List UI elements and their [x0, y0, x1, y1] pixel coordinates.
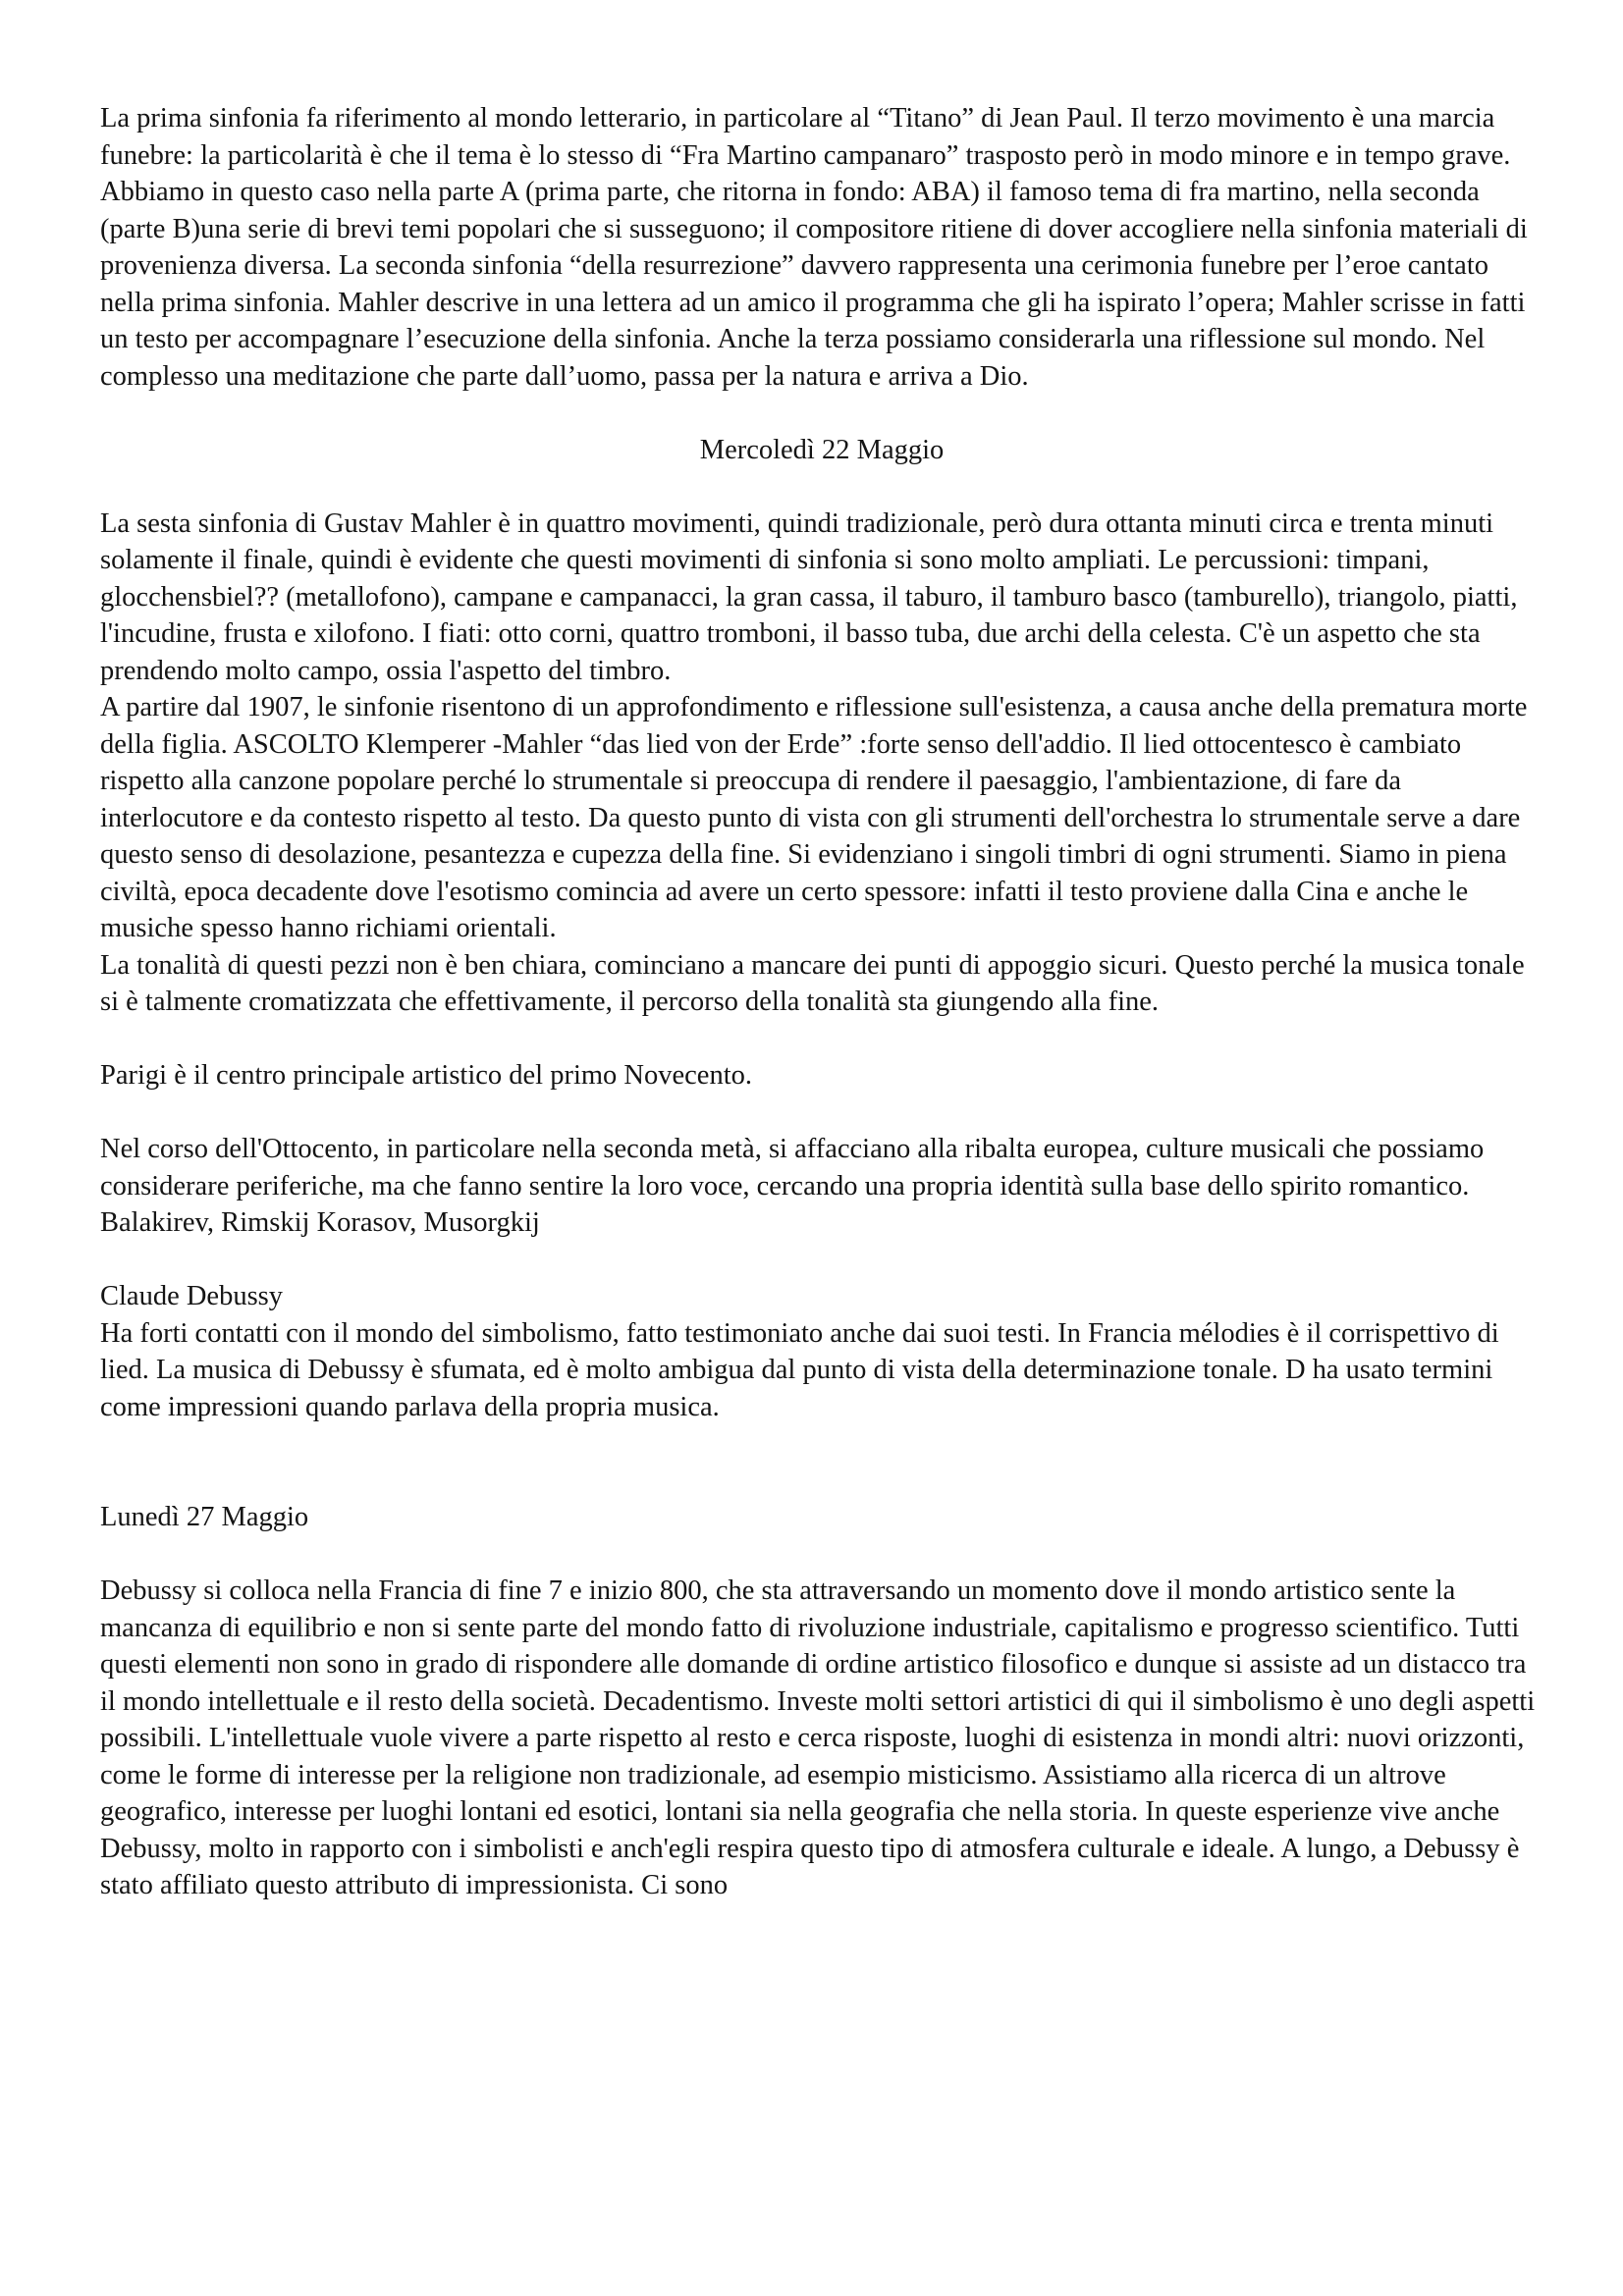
date-heading-monday-27-may: Lunedì 27 Maggio [100, 1502, 309, 1532]
paragraph-debussy-symbolism: Ha forti contatti con il mondo del simbolismo, fatto testimoniato anche dai suoi testi. In Francia mélodies è il corrispettivo di lied. La musica di Debussy è sfumata, ed è molto ambigua dal punto di vista della determinazione tonale. D ha usato termini come impressioni quando parlava della propria musica. [100, 1317, 1499, 1422]
paragraph-peripheral-cultures: Nel corso dell'Ottocento, in particolare nella seconda metà, si affacciano alla ribalta europea, culture musicali che possiamo considerare periferiche, ma che fanno sentire la loro voce, cercando una propria identità sulla base dello spirito romantico. Balakirev, Rimskij Korasov, Musorgkij [100, 1134, 1485, 1238]
paragraph-mahler-first-symphony: La prima sinfonia fa riferimento al mondo letterario, in particolare al “Titano” di Jean Paul. Il terzo movimento è una marcia funebre: la particolarità è che il tema è lo stesso di “Fra Martino campanaro” trasposto però in modo minore e in tempo grave. Abbiamo in questo caso nella parte A (prima parte, che ritorna in fondo: ABA) il famoso tema di fra martino, nella seconda (parte B)una serie di brevi temi popolari che si susseguono; il compositore ritiene di dover accogliere nella sinfonia materiali di provenienza diversa. La seconda sinfonia “della resurrezione” davvero rappresenta una cerimonia funebre per l’eroe cantato nella prima sinfonia. Mahler descrive in una lettera ad un amico il programma che gli ha ispirato l’opera; Mahler scrisse in fatti un testo per accompagnare l’esecuzione della sinfonia. Anche la terza possiamo considerarla una riflessione sul mondo. Nel complesso una meditazione che parte dall’uomo, passa per la natura e arriva a Dio. [100, 103, 1528, 392]
document-page [100, 100, 1543, 1904]
paragraph-tonality: La tonalità di questi pezzi non è ben chiara, cominciano a mancare dei punti di appoggio sicuri. Questo perché la musica tonale si è talmente cromatizzata che effettivamente, il percorso della tonalità sta giungendo alla fine. [100, 949, 1525, 1017]
date-heading-wednesday-22-may: Mercoledì 22 Maggio [699, 434, 945, 465]
paragraph-debussy-france: Debussy si colloca nella Francia di fine 7 e inizio 800, che sta attraversando un momento dove il mondo artistico sente la mancanza di equilibrio e non si sente parte del mondo fatto di rivoluzione industriale, capitalismo e progresso scientifico. Tutti questi elementi non sono in grado di rispondere alle domande di ordine artistico filosofico e dunque si assiste ad un distacco tra il mondo intellettuale e il resto della società. Decadentismo. Investe molti settori artistici di qui il simbolismo è uno degli aspetti possibili. L'intellettuale vuole vivere a parte rispetto al resto e cerca risposte, luoghi di esistenza in mondi altri: nuovi orizzonti, come le forme di interesse per la religione non tradizionale, ad esempio misticismo. Assistiamo alla ricerca di un altrove geografico, interesse per luoghi lontani ed esotici, lontani sia nella geografia che nella storia. In queste esperienze vive anche Debussy, molto in rapporto con i simbolisti e anch'egli respira questo tipo di atmosfera culturale e ideale. A lungo, a Debussy è stato affiliato questo attributo di impressionista. Ci sono [100, 1575, 1536, 1900]
paragraph-sixth-symphony: La sesta sinfonia di Gustav Mahler è in quattro movimenti, quindi tradizionale, però dura ottanta minuti circa e trenta minuti solamente il finale, quindi è evidente che questi movimenti di sinfonia si sono molto ampliati. Le percussioni: timpani, glocchensbiel?? (metallofono), campane e campanacci, la gran cassa, il taburo, il tamburo basco (tamburello), triangolo, piatti, l'incudine, frusta e xilofono. I fiati: otto corni, quattro tromboni, il basso tuba, due archi della celesta. C'è un aspetto che sta prendendo molto campo, ossia l'aspetto del timbro. [100, 507, 1518, 686]
section-heading-claude-debussy: Claude Debussy [100, 1281, 284, 1311]
paragraph-paris: Parigi è il centro principale artistico del primo Novecento. [100, 1060, 752, 1091]
paragraph-1907-symphonies: A partire dal 1907, le sinfonie risentono di un approfondimento e riflessione sull'esistenza, a causa anche della prematura morte della figlia. ASCOLTO Klemperer -Mahler “das lied von der Erde” :forte senso dell'addio. Il lied ottocentesco è cambiato rispetto alla canzone popolare perché lo strumentale si preoccupa di rendere il paesaggio, l'ambientazione, di fare da interlocutore e da contesto rispetto al testo. Da questo punto di vista con gli strumenti dell'orchestra lo strumentale serve a dare questo senso di desolazione, pesantezza e cupezza della fine. Si evidenziano i singoli timbri di ogni strumenti. Siamo in piena civiltà, epoca decadente dove l'esotismo comincia ad avere un certo spessore: infatti il testo proviene dalla Cina e anche le musiche spesso hanno richiami orientali. [100, 692, 1528, 943]
